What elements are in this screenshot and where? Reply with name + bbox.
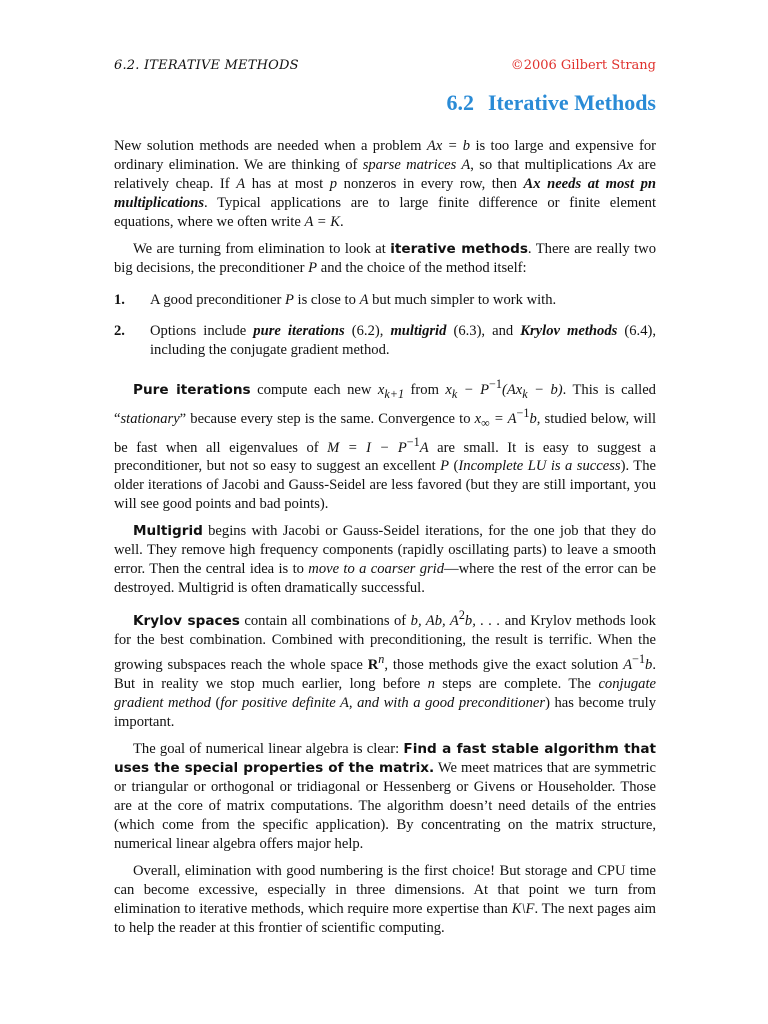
text: are small. It is easy to suggest a preconditioner, but not so easy to suggest an excellent	[114, 439, 656, 475]
math: x	[445, 381, 452, 398]
list-item	[114, 291, 656, 310]
text: .	[340, 214, 344, 230]
emphasis: Incomplete LU is a success	[458, 458, 621, 475]
keyword: Multigrid	[133, 523, 203, 540]
section-heading	[446, 90, 656, 116]
text: is close to	[293, 292, 360, 308]
paragraph-multigrid	[114, 522, 656, 598]
math: (Ax	[501, 381, 523, 398]
emphasis: conjugate gradient method	[114, 676, 656, 712]
math: Ax = b	[426, 138, 471, 154]
paragraph-intro	[114, 137, 656, 232]
math-superscript: −1	[632, 652, 646, 667]
text: but much simpler to work with.	[368, 292, 557, 308]
math: b, Ab, A	[410, 613, 459, 630]
math: b	[529, 410, 537, 427]
bold-emphasis: Krylov methods	[520, 323, 618, 339]
text: and the choice of the method itself:	[317, 260, 527, 276]
emphasis: stationary	[120, 410, 180, 427]
text: is too large and expensive for ordinary elimination. We are thinking of	[114, 138, 656, 173]
math: = A	[489, 410, 517, 427]
text: , those methods give the exact solution	[384, 657, 624, 674]
running-header	[114, 58, 656, 73]
math: P	[308, 260, 318, 276]
text: steps are complete. The	[434, 676, 599, 693]
keyword: iterative methods	[390, 241, 528, 257]
text: ). The older iterations of Jacobi and Gauss-Seidel are less favored (but they are still important, you will see good points and bad points).	[114, 458, 656, 513]
header-section-label: 6.2. ITERATIVE METHODS	[114, 58, 299, 73]
math: − P	[457, 381, 490, 398]
numbered-list	[114, 291, 656, 360]
text: . This is called “	[114, 381, 656, 427]
text: (	[449, 458, 459, 475]
keyword: Krylov spaces	[133, 613, 240, 630]
text: , studied below, will be fast when all eigenvalues of	[114, 410, 657, 456]
text: A good preconditioner	[150, 292, 285, 308]
math: M = I − P	[327, 439, 407, 456]
math-superscript: n	[378, 652, 385, 667]
text: . But in reality we stop much earlier, long before	[114, 657, 656, 693]
math-subscript: k+1	[384, 386, 405, 401]
math: − b)	[527, 381, 563, 398]
text: begins with Jacobi or Gauss-Seidel iterations, for the one job that they do well. They remove high frequency components (rapidly oscillating parts) to leave a smooth error. Then the central idea is to	[114, 523, 656, 578]
list-content	[150, 291, 656, 310]
list-number: 1.	[114, 292, 125, 308]
text: from	[404, 381, 446, 398]
section-number: 6.2	[446, 90, 474, 115]
text: Options include	[150, 323, 254, 339]
text: We meet matrices that are symmetric or triangular or orthogonal or tridiagonal or Hessenberg or Givens or Householder. Those are at the core of matrix computations. The algorithm doesn’t need details of the entries (which come from the specific application). By concentrating on the matrix structure, numerical linear algebra offers major help.	[114, 760, 656, 853]
math: n	[427, 676, 435, 693]
text: The goal of numerical linear algebra is clear:	[133, 741, 404, 758]
text: has at most	[245, 176, 330, 192]
bold-emphasis: pure iterations	[253, 323, 345, 339]
list-item	[114, 322, 656, 360]
math-subscript: ∞	[481, 415, 490, 430]
text: , so that multiplications	[470, 157, 618, 173]
text: are relatively cheap. If	[114, 157, 656, 192]
paragraph-decisions	[114, 240, 656, 278]
math: A = K	[304, 214, 340, 230]
math: p	[329, 176, 338, 192]
text: —where the rest of the error can be destroyed. Multigrid is often dramatically successful.	[114, 561, 656, 597]
paragraph-krylov	[114, 606, 656, 732]
text: We are turning from elimination to look at	[133, 241, 391, 257]
text: ” because every step is the same. Convergence to	[179, 410, 475, 427]
keyword: Pure iterations	[133, 381, 251, 398]
text: nonzeros in every row, then	[337, 176, 524, 192]
math-superscript: −1	[516, 405, 530, 420]
math: A	[419, 439, 429, 456]
list-content	[150, 322, 656, 360]
text: . The next pages aim to help the reader at this frontier of scientific computing.	[114, 901, 657, 937]
math: x	[377, 381, 385, 398]
math-bold: R	[367, 657, 379, 674]
bold-emphasis: multigrid	[390, 323, 447, 339]
keyword: Find a fast stable algorithm that uses the special properties of the matrix.	[114, 741, 656, 777]
math: b, . . .	[464, 613, 501, 630]
text: Overall, elimination with good numbering is the first choice! But storage and CPU time can become excessive, especially in three dimensions. At that point we turn from elimination to iterative methods, which require more expertise than	[114, 863, 656, 918]
math: A	[236, 176, 246, 192]
math-superscript: −1	[406, 434, 420, 449]
bold-emphasis: Ax needs at most pn multiplications	[114, 176, 656, 211]
math-subscript: k	[451, 386, 458, 401]
text: (6.2),	[344, 323, 391, 339]
text: . There are really two big decisions, the preconditioner	[114, 241, 656, 276]
math-superscript: −1	[489, 377, 502, 391]
text: (6.3), and	[446, 323, 521, 339]
text: contain all combinations of	[239, 613, 411, 630]
text: compute each new	[250, 381, 378, 398]
text: . Typical applications are to large finite difference or finite element equations, where we often write	[114, 195, 656, 230]
emphasis: sparse matrices A	[362, 157, 471, 173]
emphasis: for positive definite A, and with a good preconditioner	[220, 695, 546, 712]
text: and Krylov methods look for the best combination. Combined with preconditioning, the result is terrific. When the growing subspaces reach the whole space	[114, 613, 656, 674]
math: b	[645, 657, 653, 674]
text: (6.4), including the conjugate gradient method.	[150, 323, 656, 358]
math: A	[623, 657, 633, 674]
text: New solution methods are needed when a problem	[114, 138, 427, 154]
section-title-text: Iterative Methods	[487, 90, 656, 115]
math-superscript: 2	[458, 608, 465, 623]
header-copyright: ©2006 Gilbert Strang	[510, 58, 656, 73]
text: (	[210, 695, 221, 712]
text: ) has become truly important.	[114, 695, 656, 731]
math: P	[284, 292, 294, 308]
paragraph-goal	[114, 740, 656, 854]
math: K\F	[511, 901, 535, 918]
math: P	[440, 458, 450, 475]
list-number: 2.	[114, 323, 125, 339]
body-text	[114, 137, 656, 946]
paragraph-pure-iterations	[114, 375, 656, 514]
math: A	[359, 292, 369, 308]
math: x	[474, 410, 482, 427]
emphasis: move to a coarser grid	[308, 561, 445, 578]
paragraph-overall	[114, 862, 656, 938]
math: Ax	[617, 157, 633, 173]
math-subscript: k	[522, 386, 528, 401]
